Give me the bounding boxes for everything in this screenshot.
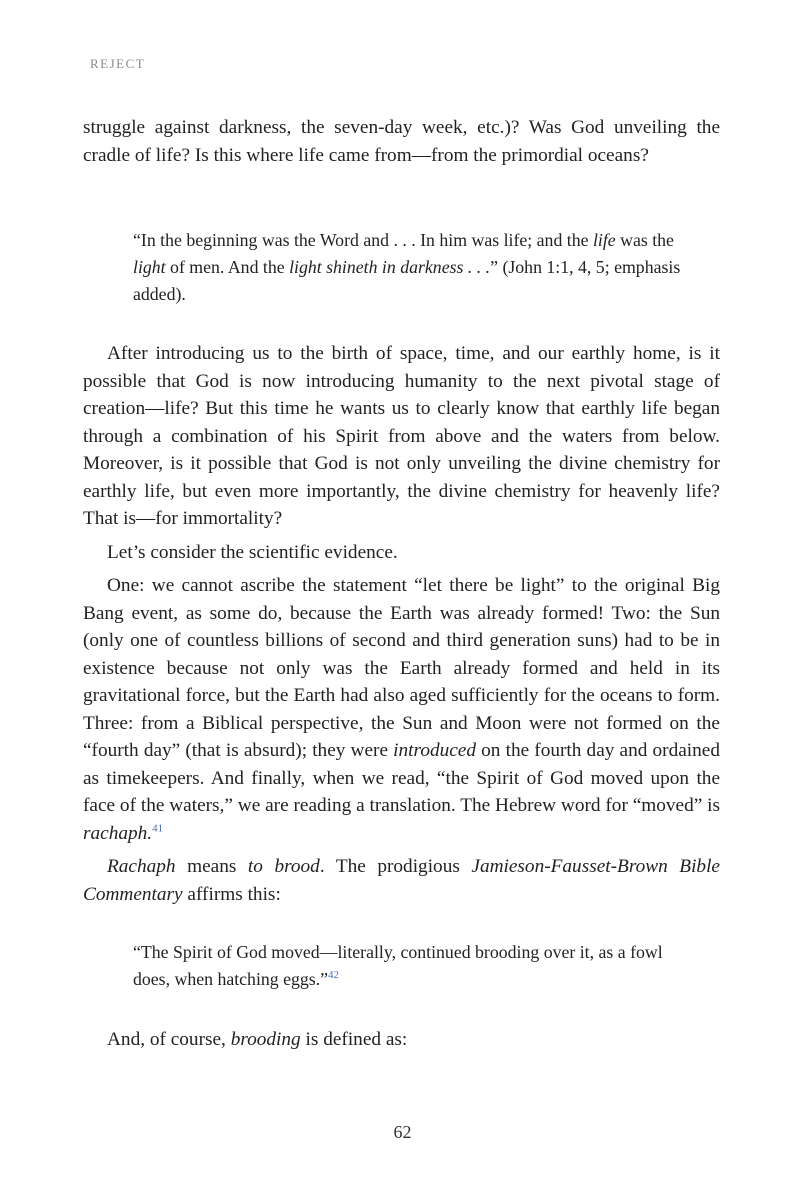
top-paragraph xyxy=(83,114,720,169)
text-segment: affirms this: xyxy=(182,883,281,905)
emphasis: to brood xyxy=(247,856,320,877)
page-number: 62 xyxy=(393,1122,412,1142)
running-header: REJECT xyxy=(90,56,146,71)
main-body xyxy=(83,340,720,908)
quote-segment: “The Spirit of God moved—literally, continued brooding over it, as a fowl does, when hatching eggs.” xyxy=(133,942,663,989)
quote-emphasis: light shineth in darkness . . . xyxy=(289,257,491,277)
footnote-42-link[interactable]: 42 xyxy=(328,969,340,982)
quote-text xyxy=(133,939,693,993)
footnote-41-link[interactable]: 41 xyxy=(152,822,164,835)
text-segment: One: we cannot ascribe the statement “let there be light” to the original Big Bang event, as some do, because the Earth was already formed! Two: the Sun (only one of countless billions of second and third generation suns) had to be in existence because not only was the Earth already formed and held in its gravitational force, but the Earth had also aged sufficiently for the oceans to form. Three: from a Biblical perspective, the Sun and Moon were not formed on the “fourth day” (that is absurd); they were xyxy=(83,575,720,761)
text-segment: And, of course, xyxy=(107,1029,231,1050)
emphasis: Rachaph xyxy=(107,856,176,877)
paragraph-one-two-three xyxy=(83,572,720,847)
text-segment: is defined as: xyxy=(300,1029,408,1050)
quote-segment: ” (John 1:1, 4, 5; emphasis added). xyxy=(133,257,681,304)
text-segment: means xyxy=(175,856,248,877)
text-segment: . The prodigious xyxy=(319,856,472,877)
quote-emphasis: light xyxy=(133,257,166,277)
quote-emphasis: life xyxy=(592,230,616,250)
paragraph-rachaph xyxy=(83,853,720,908)
block-quote-commentary xyxy=(133,939,693,993)
paragraph-evidence: Let’s consider the scientific evidence. xyxy=(107,541,398,563)
quote-segment: of men. And the xyxy=(165,257,290,277)
paragraph-creation-life: After introducing us to the birth of space, time, and our earthly home, is it possible that God is now introducing humanity to the next pivotal stage of creation—life? But this time he wants us to clearly know that earthly life began through a combination of his Spirit from above and the waters from below. Moreover, is it possible that God is not only unveiling the divine chemistry for earthly life, but even more importantly, the divine chemistry for heavenly life? That is—for immortality? xyxy=(83,343,720,529)
emphasis: rachaph. xyxy=(83,822,153,844)
quote-segment: was the xyxy=(615,230,674,250)
paragraph-brooding xyxy=(83,1026,720,1054)
emphasis: brooding xyxy=(230,1029,301,1050)
paragraph-continuation: struggle against darkness, the seven-day week, etc.)? Was God unveiling the cradle of life? Is this where life came from—from the primordial oceans? xyxy=(83,117,720,166)
quote-segment: “In the beginning was the Word and . . . In him was life; and the xyxy=(133,230,593,250)
quote-text xyxy=(133,227,693,308)
block-quote-john xyxy=(133,227,693,308)
closing-body xyxy=(83,1026,720,1054)
emphasis: introduced xyxy=(393,740,476,761)
emphasis: Jamieson-Fausset-Brown Bible Commentary xyxy=(83,856,720,905)
text-segment: on the fourth day and ordained as timekeepers. And finally, when we read, “the Spirit of God moved upon the face of the waters,” we are reading a translation. The Hebrew word for “moved” is xyxy=(83,740,720,816)
